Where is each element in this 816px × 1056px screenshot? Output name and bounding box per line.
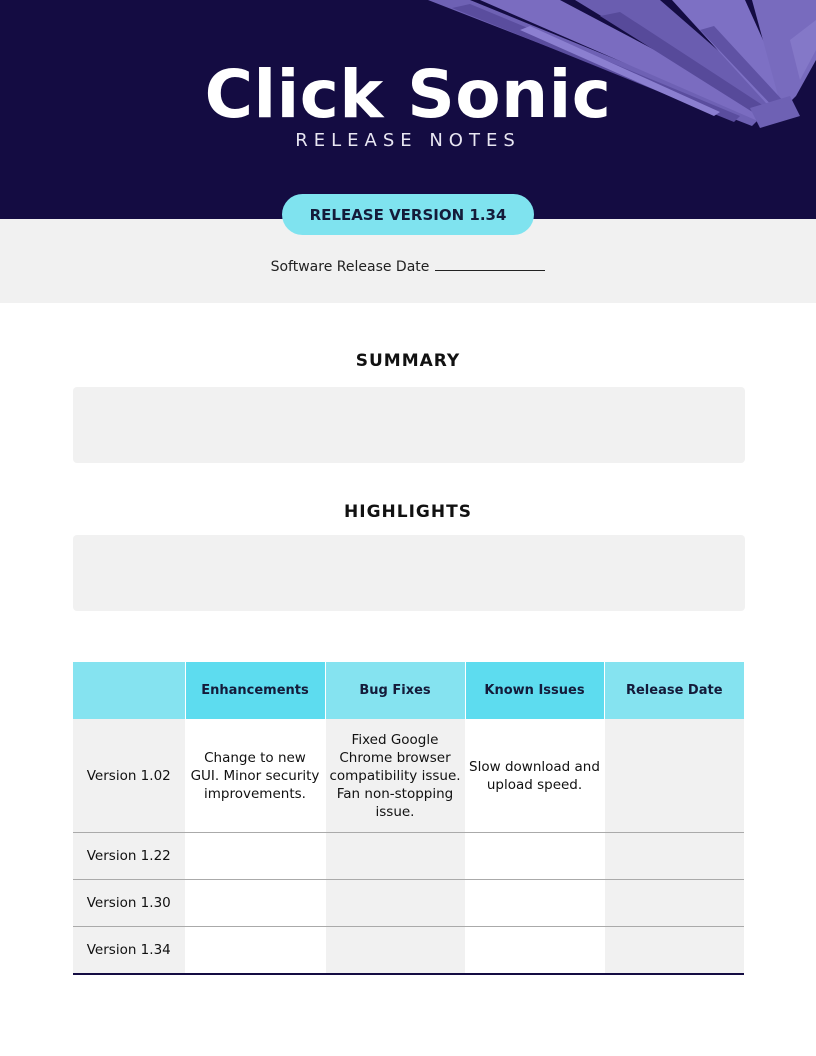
version-cell: Version 1.02: [73, 719, 185, 833]
enhancements-cell[interactable]: [185, 880, 325, 927]
bug-fixes-cell[interactable]: [325, 833, 465, 880]
release-version-badge: RELEASE VERSION 1.34: [282, 194, 534, 235]
bug-fixes-cell[interactable]: [325, 927, 465, 975]
summary-box[interactable]: [73, 387, 745, 463]
release-date-blank-line[interactable]: [435, 270, 545, 271]
version-cell: Version 1.22: [73, 833, 185, 880]
table-row: [73, 927, 744, 975]
brand-title: Click Sonic: [204, 56, 612, 133]
enhancements-cell[interactable]: [185, 833, 325, 880]
known-issues-cell[interactable]: [465, 880, 604, 927]
known-issues-cell[interactable]: [465, 833, 604, 880]
release-date-label: Software Release Date: [270, 259, 430, 275]
release-date-cell[interactable]: [604, 927, 744, 975]
release-date-cell[interactable]: [604, 880, 744, 927]
column-header-version: [73, 662, 185, 719]
table-row: [73, 880, 744, 927]
highlights-box[interactable]: [73, 535, 745, 611]
enhancements-cell[interactable]: Change to new GUI. Minor security improvements.: [185, 719, 325, 833]
table-row: [73, 719, 744, 833]
enhancements-cell[interactable]: [185, 927, 325, 975]
column-header-release-date: Release Date: [604, 662, 744, 719]
summary-heading: SUMMARY: [355, 351, 461, 371]
version-cell: Version 1.30: [73, 880, 185, 927]
column-header-known-issues: Known Issues: [465, 662, 604, 719]
version-cell: Version 1.34: [73, 927, 185, 975]
table-header-row: [73, 662, 744, 719]
release-date-cell[interactable]: [604, 833, 744, 880]
highlights-heading: HIGHLIGHTS: [344, 502, 472, 522]
header-banner: [0, 0, 816, 219]
software-release-date: [0, 259, 816, 275]
column-header-bug-fixes: Bug Fixes: [325, 662, 465, 719]
bug-fixes-cell[interactable]: [325, 880, 465, 927]
bug-fixes-cell[interactable]: Fixed Google Chrome browser compatibility issue. Fan non-stopping issue.: [325, 719, 465, 833]
known-issues-cell[interactable]: [465, 927, 604, 975]
table-row: [73, 833, 744, 880]
release-notes-subtitle: RELEASE NOTES: [295, 130, 521, 151]
release-notes-table: [73, 662, 744, 975]
known-issues-cell[interactable]: Slow download and upload speed.: [465, 719, 604, 833]
release-date-cell[interactable]: [604, 719, 744, 833]
column-header-enhancements: Enhancements: [185, 662, 325, 719]
